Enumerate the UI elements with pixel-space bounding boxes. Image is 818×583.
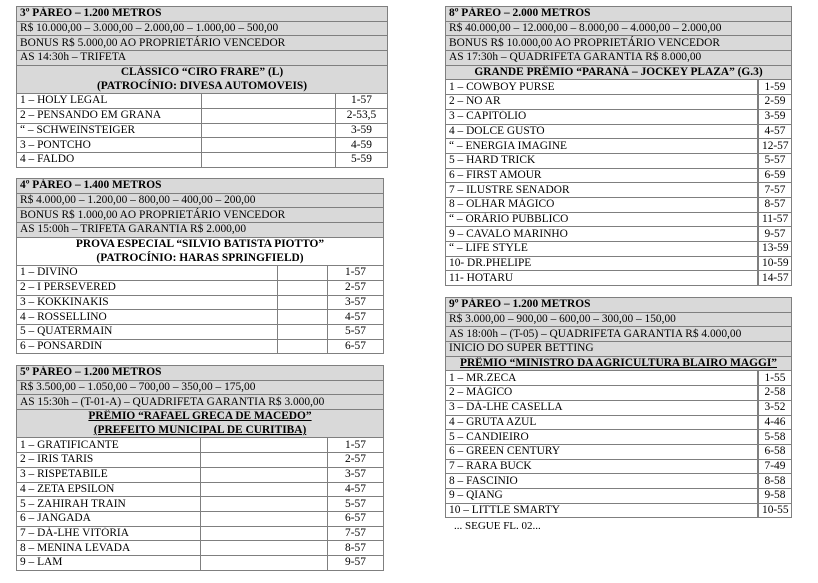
empty-cell bbox=[201, 467, 328, 482]
horse-name: 4 – GRUTA AZUL bbox=[446, 415, 758, 430]
horse-time: 1-55 bbox=[759, 371, 792, 386]
horse-name: 8 – OLHAR MÁGICO bbox=[446, 197, 758, 212]
horse-name: 9 – QIANG bbox=[446, 488, 758, 503]
horse-name: 5 – CANDIEIRO bbox=[446, 430, 758, 445]
race-info-line: AS 14:30h – TRIFETA bbox=[17, 51, 388, 66]
race-title: 5º PÁREO – 1.200 METROS bbox=[17, 366, 384, 381]
horse-time: 7-57 bbox=[328, 526, 384, 541]
horse-time: 5-58 bbox=[759, 430, 792, 445]
empty-cell bbox=[278, 266, 328, 281]
horse-row bbox=[446, 503, 792, 518]
horse-time: 9-57 bbox=[759, 227, 792, 242]
horse-name: “ – ORÁRIO PUBBLICO bbox=[446, 212, 758, 227]
horse-time: 4-57 bbox=[759, 124, 792, 139]
horse-name: 1 – HOLY LEGAL bbox=[17, 94, 202, 109]
race-info-line: R$ 40.000,00 – 12.000,00 – 8.000,00 – 4.000,00 – 2.000,00 bbox=[446, 21, 792, 36]
horse-name: 6 – FIRST AMOUR bbox=[446, 168, 758, 183]
horse-name: 5 – HARD TRICK bbox=[446, 153, 758, 168]
horse-time: 3-57 bbox=[328, 467, 384, 482]
horse-row bbox=[446, 212, 792, 227]
horse-name: 4 – ZETA EPSILON bbox=[17, 482, 201, 497]
horse-name: 1 – GRATIFICANTE bbox=[17, 438, 201, 453]
race-info-line: AS 18:00h – (T-05) – QUADRIFETA GARANTIA R$ 4.000,00 bbox=[446, 327, 792, 342]
horse-name: 6 – PONSARDIN bbox=[17, 339, 278, 354]
horse-row bbox=[446, 459, 792, 474]
horse-row bbox=[446, 488, 792, 503]
race-info-line: BONUS R$ 10.000,00 AO PROPRIETÁRIO VENCEDOR bbox=[446, 36, 792, 51]
horse-row bbox=[446, 371, 792, 386]
empty-cell bbox=[202, 152, 336, 167]
horse-row bbox=[17, 324, 384, 339]
race-info-line: BONUS R$ 1.000,00 AO PROPRIETÁRIO VENCEDOR bbox=[17, 208, 384, 223]
horse-name: 4 – FALDO bbox=[17, 152, 202, 167]
horse-time: 9-58 bbox=[759, 488, 792, 503]
horse-time: 1-59 bbox=[759, 80, 792, 95]
horse-row bbox=[446, 183, 792, 198]
horse-row bbox=[17, 497, 384, 512]
horse-time: 4-57 bbox=[328, 482, 384, 497]
race-name: (PATROCÍNIO: HARAS SPRINGFIELD) bbox=[17, 251, 384, 265]
horse-time: 6-57 bbox=[328, 511, 384, 526]
horse-name: 2 – I PERSEVERED bbox=[17, 280, 278, 295]
horse-time: 9-57 bbox=[328, 555, 384, 570]
horse-name: 8 – MENINA LEVADA bbox=[17, 541, 201, 556]
horse-row bbox=[446, 271, 792, 286]
horse-time: 2-57 bbox=[328, 453, 384, 468]
horse-name: 6 – JANGADA bbox=[17, 511, 201, 526]
race-name: PRÊMIO “MINISTRO DA AGRICULTURA BLAIRO MAGGI” bbox=[446, 356, 792, 371]
race-title: 8º PÁREO – 2.000 METROS bbox=[446, 7, 792, 22]
race-table bbox=[16, 6, 388, 168]
horse-name: 4 – ROSSELLINO bbox=[17, 310, 278, 325]
horse-time: 2-58 bbox=[759, 386, 792, 401]
empty-cell bbox=[278, 295, 328, 310]
horse-row bbox=[446, 95, 792, 110]
horse-row bbox=[17, 482, 384, 497]
horse-name: 10 – LITTLE SMARTY bbox=[446, 503, 758, 518]
race-title: 9º PÁREO – 1.200 METROS bbox=[446, 298, 792, 313]
horse-row bbox=[446, 197, 792, 212]
horse-row bbox=[17, 123, 388, 138]
continue-note: ... SEGUE FL. 02... bbox=[454, 520, 541, 532]
race-info-line: AS 15:00h – TRIFETA GARANTIA R$ 2.000,00 bbox=[17, 223, 384, 238]
race-name: (PATROCÍNIO: DIVESA AUTOMOVEIS) bbox=[17, 79, 388, 93]
horse-time: 12-57 bbox=[759, 139, 792, 154]
race-name: CLÁSSICO “CIRO FRARE” (L) bbox=[17, 65, 388, 79]
empty-cell bbox=[201, 438, 328, 453]
horse-row bbox=[17, 526, 384, 541]
horse-name: 7 – DÁ-LHE VITÓRIA bbox=[17, 526, 201, 541]
horse-name: 1 – COWBOY PURSE bbox=[446, 80, 758, 95]
horse-name: 2 – IRIS TARIS bbox=[17, 453, 201, 468]
race-info-line: R$ 10.000,00 – 3.000,00 – 2.000,00 – 1.000,00 – 500,00 bbox=[17, 21, 388, 36]
race-table bbox=[16, 178, 384, 354]
race-info-line: R$ 3.500,00 – 1.050,00 – 700,00 – 350,00 – 175,00 bbox=[17, 380, 384, 395]
horse-time: 1-57 bbox=[328, 438, 384, 453]
horse-name: 1 – DIVINO bbox=[17, 266, 278, 281]
empty-cell bbox=[201, 555, 328, 570]
horse-time: 4-59 bbox=[336, 138, 388, 153]
horse-time: 10-59 bbox=[759, 256, 792, 271]
horse-name: 10- DR.PHELIPE bbox=[446, 256, 758, 271]
race-title: 4º PÁREO – 1.400 METROS bbox=[17, 179, 384, 194]
horse-row bbox=[446, 474, 792, 489]
horse-time: 6-57 bbox=[328, 339, 384, 354]
horse-row bbox=[17, 280, 384, 295]
horse-time: 4-46 bbox=[759, 415, 792, 430]
horse-row bbox=[17, 152, 388, 167]
empty-cell bbox=[201, 526, 328, 541]
race-info-line: R$ 3.000,00 – 900,00 – 600,00 – 300,00 – 150,00 bbox=[446, 312, 792, 327]
horse-name: 9 – LAM bbox=[17, 555, 201, 570]
horse-name: 3 – PONTCHO bbox=[17, 138, 202, 153]
empty-cell bbox=[278, 280, 328, 295]
horse-row bbox=[17, 541, 384, 556]
horse-row bbox=[17, 555, 384, 570]
horse-row bbox=[17, 310, 384, 325]
horse-time: 14-57 bbox=[759, 271, 792, 286]
empty-cell bbox=[201, 482, 328, 497]
empty-cell bbox=[201, 541, 328, 556]
empty-cell bbox=[202, 94, 336, 109]
horse-time: 10-55 bbox=[759, 503, 792, 518]
empty-cell bbox=[278, 324, 328, 339]
race-table bbox=[445, 6, 792, 286]
horse-time: 7-49 bbox=[759, 459, 792, 474]
horse-row bbox=[17, 511, 384, 526]
horse-row bbox=[446, 139, 792, 154]
horse-row bbox=[446, 80, 792, 95]
horse-row bbox=[17, 108, 388, 123]
empty-cell bbox=[201, 453, 328, 468]
race-name: (PREFEITO MUNICIPAL DE CURITIBA) bbox=[17, 424, 384, 438]
race-block-5 bbox=[16, 365, 383, 571]
horse-time: 2-53,5 bbox=[336, 108, 388, 123]
horse-row bbox=[446, 430, 792, 445]
horse-time: 5-57 bbox=[328, 497, 384, 512]
horse-name: “ – LIFE STYLE bbox=[446, 242, 758, 257]
horse-row bbox=[446, 124, 792, 139]
race-info-line: AS 15:30h – (T-01-A) – QUADRIFETA GARANTIA R$ 3.000,00 bbox=[17, 395, 384, 410]
horse-row bbox=[446, 168, 792, 183]
horse-row bbox=[446, 444, 792, 459]
horse-row bbox=[446, 256, 792, 271]
horse-name: 3 – RISPETABILE bbox=[17, 467, 201, 482]
horse-time: 6-59 bbox=[759, 168, 792, 183]
horse-time: 3-57 bbox=[328, 295, 384, 310]
horse-row bbox=[446, 109, 792, 124]
horse-name: “ – SCHWEINSTEIGER bbox=[17, 123, 202, 138]
horse-name: 6 – GREEN CENTURY bbox=[446, 444, 758, 459]
horse-row bbox=[446, 227, 792, 242]
horse-time: 1-57 bbox=[336, 94, 388, 109]
horse-name: 3 – CAPITÓLIO bbox=[446, 109, 758, 124]
horse-time: 5-57 bbox=[759, 153, 792, 168]
horse-name: 7 – ILUSTRE SENADOR bbox=[446, 183, 758, 198]
empty-cell bbox=[201, 497, 328, 512]
horse-row bbox=[446, 153, 792, 168]
horse-time: 5-57 bbox=[328, 324, 384, 339]
horse-row bbox=[446, 242, 792, 257]
race-info-line: BONUS R$ 5.000,00 AO PROPRIETÁRIO VENCEDOR bbox=[17, 36, 388, 51]
horse-name: 4 – DOLCE GUSTO bbox=[446, 124, 758, 139]
horse-row bbox=[17, 339, 384, 354]
empty-cell bbox=[202, 108, 336, 123]
horse-time: 3-59 bbox=[336, 123, 388, 138]
horse-name: 11- HOTARU bbox=[446, 271, 758, 286]
horse-name: 2 – NO AR bbox=[446, 95, 758, 110]
horse-name: 9 – CAVALO MARINHO bbox=[446, 227, 758, 242]
horse-name: 3 – DÁ-LHE CASELLA bbox=[446, 400, 758, 415]
horse-time: 13-59 bbox=[759, 242, 792, 257]
horse-name: 5 – ZAHIRAH TRAIN bbox=[17, 497, 201, 512]
race-block-9 bbox=[445, 297, 791, 518]
horse-time: 8-57 bbox=[328, 541, 384, 556]
race-info-line: R$ 4.000,00 – 1.200,00 – 800,00 – 400,00 – 200,00 bbox=[17, 193, 384, 208]
race-info-line: AS 17:30h – QUADRIFETA GARANTIA R$ 8.000,00 bbox=[446, 51, 792, 66]
empty-cell bbox=[202, 123, 336, 138]
horse-time: 3-59 bbox=[759, 109, 792, 124]
horse-row bbox=[17, 295, 384, 310]
horse-row bbox=[446, 415, 792, 430]
horse-time: 2-57 bbox=[328, 280, 384, 295]
horse-name: 1 – MR.ZECA bbox=[446, 371, 758, 386]
horse-time: 8-58 bbox=[759, 474, 792, 489]
horse-row bbox=[17, 94, 388, 109]
horse-name: 7 – RARA BUCK bbox=[446, 459, 758, 474]
horse-row bbox=[17, 266, 384, 281]
race-title: 3º PÁREO – 1.200 METROS bbox=[17, 7, 388, 22]
race-info-line: INICIO DO SUPER BETTING bbox=[446, 342, 792, 357]
horse-time: 8-57 bbox=[759, 197, 792, 212]
empty-cell bbox=[278, 310, 328, 325]
horse-name: 2 – MÁGICO bbox=[446, 386, 758, 401]
race-block-3 bbox=[16, 6, 387, 168]
horse-name: 3 – KOKKINAKIS bbox=[17, 295, 278, 310]
race-name: GRANDE PRÊMIO “PARANÁ – JOCKEY PLAZA” (G.3) bbox=[446, 65, 792, 80]
race-name: PRÊMIO “RAFAEL GRECA DE MACEDO” bbox=[17, 410, 384, 424]
horse-time: 4-57 bbox=[328, 310, 384, 325]
horse-time: 11-57 bbox=[759, 212, 792, 227]
horse-time: 3-52 bbox=[759, 400, 792, 415]
race-table bbox=[16, 365, 384, 571]
horse-row bbox=[17, 438, 384, 453]
empty-cell bbox=[202, 138, 336, 153]
horse-time: 6-58 bbox=[759, 444, 792, 459]
horse-time: 7-57 bbox=[759, 183, 792, 198]
race-block-8 bbox=[445, 6, 791, 286]
horse-row bbox=[17, 453, 384, 468]
horse-time: 5-59 bbox=[336, 152, 388, 167]
horse-name: 8 – FASCINIO bbox=[446, 474, 758, 489]
horse-row bbox=[17, 467, 384, 482]
race-name: PROVA ESPECIAL “SILVIO BATISTA PIOTTO” bbox=[17, 237, 384, 251]
empty-cell bbox=[278, 339, 328, 354]
race-block-4 bbox=[16, 178, 383, 354]
horse-name: 5 – QUATERMAIN bbox=[17, 324, 278, 339]
horse-name: 2 – PENSANDO EM GRANA bbox=[17, 108, 202, 123]
empty-cell bbox=[201, 511, 328, 526]
horse-time: 1-57 bbox=[328, 266, 384, 281]
horse-time: 2-59 bbox=[759, 95, 792, 110]
horse-name: “ – ENERGIA IMAGINE bbox=[446, 139, 758, 154]
race-table bbox=[445, 297, 792, 518]
horse-row bbox=[17, 138, 388, 153]
horse-row bbox=[446, 400, 792, 415]
horse-row bbox=[446, 386, 792, 401]
